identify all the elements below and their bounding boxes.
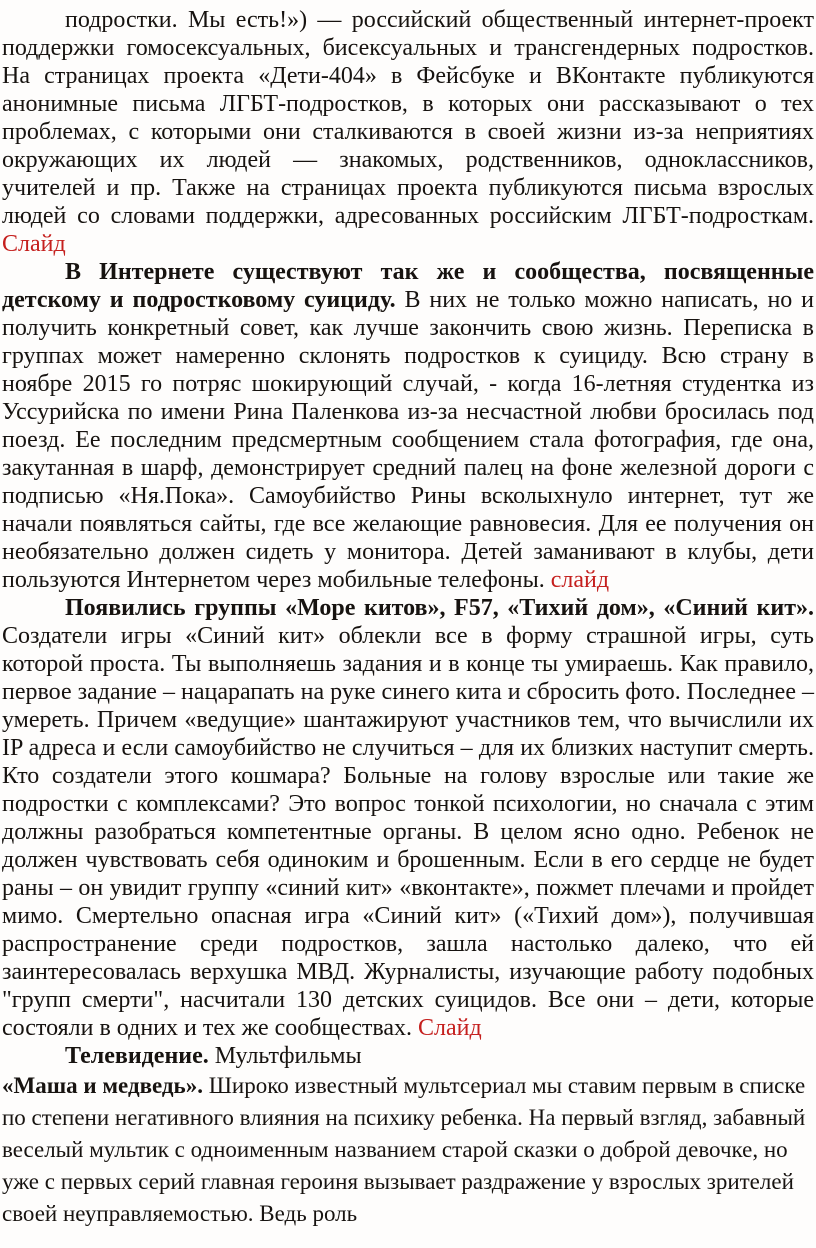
slide-marker: Слайд [418,1015,482,1041]
paragraph-blue-whale [2,594,814,1042]
text-run: В Интернете существуют так же и сообщества, посвященные детскому и подростковому суициду. [2,259,814,313]
text-run: Появились группы «Море китов», F57, «Тихий дом», «Синий кит». [65,595,814,621]
text-run: В них не только можно написать, но и получить конкретный совет, как лучше закончить свою жизнь. Переписка в группах может намеренно склонять подростков к суициду. Всю страну в ноябре 2015 го потряс шокирующий случай, - когда 16-летняя студентка из Уссурийска по имени Рина Паленкова из-за несчастной любви бросилась под поезд. Ее последним предсмертным сообщением стала фотография, где она, закутанная в шарф, демонстрирует средний палец на фоне железной дороги с подписью «Ня.Пока». Самоубийство Рины всколыхнуло интернет, тут же начали появляться сайты, где все желающие равновесия. Для ее получения он необязательно должен сидеть у монитора. Детей заманивают в клубы, дети пользуются Интернетом через мобильные телефоны. [2,287,814,593]
text-run: Широко известный мультсериал мы ставим первым в списке по степени негативного влияния на психику ребенка. На первый взгляд, забавный веселый мультик с одноименным названием старой сказки о доброй девочке, но уже с первых серий главная героиня вызывает раздражение у взрослых зрителей своей неуправляемостью. Ведь роль [2,1073,806,1226]
paragraph-suicide-communities [2,258,814,594]
slide-marker: Слайд [2,231,66,257]
text-run: Телевидение. [65,1043,215,1069]
paragraph-deti404 [2,6,814,258]
text-run: «Маша и медведь». [2,1073,209,1098]
text-run: Мультфильмы [214,1043,362,1069]
text-run: Создатели игры «Синий кит» облекли все в форму страшной игры, суть которой проста. Ты выполняешь задания и в конце ты умираешь. Как правило, первое задание – нацарапать на руке синего кита и сбросить фото. Последнее – умереть. Причем «ведущие» шантажируют участников тем, что вычислили их IP адреса и если самоубийство не случиться – для их близких наступит смерть. Кто создатели этого кошмара? Больные на голову взрослые или такие же подростки с комплексами? Это вопрос тонкой психологии, но сначала с этим должны разобраться компетентные органы. В целом ясно одно. Ребенок не должен чувствовать себя одиноким и брошенным. Если в его сердце не будет раны – он увидит группу «синий кит» «вконтакте», пожмет плечами и пройдет мимо. Смертельно опасная игра «Синий кит» («Тихий дом»), получившая распространение среди подростков, зашла настолько далеко, что ей заинтересовалась верхушка МВД. Журналисты, изучающие работу подобных "групп смерти", насчитали 130 детских суицидов. Все они – дети, которые состояли в одних и тех же сообществах. [2,623,814,1041]
paragraph-masha-i-medved [2,1070,814,1230]
slide-marker: слайд [550,567,610,593]
paragraph-television [2,1042,814,1070]
text-run: подростки. Мы есть!») — российский общественный интернет-проект поддержки гомосексуальных, бисексуальных и трансгендерных подростков. На страницах проекта «Дети-404» в Фейсбуке и ВКонтакте публикуются анонимные письма ЛГБТ-подростков, в которых они рассказывают о тех проблемах, с которыми они сталкиваются в своей жизни из-за неприятиях окружающих их людей — знакомых, родственников, одноклассников, учителей и пр. Также на страницах проекта публикуются письма взрослых людей со словами поддержки, адресованных российским ЛГБТ-подросткам. [2,7,814,229]
